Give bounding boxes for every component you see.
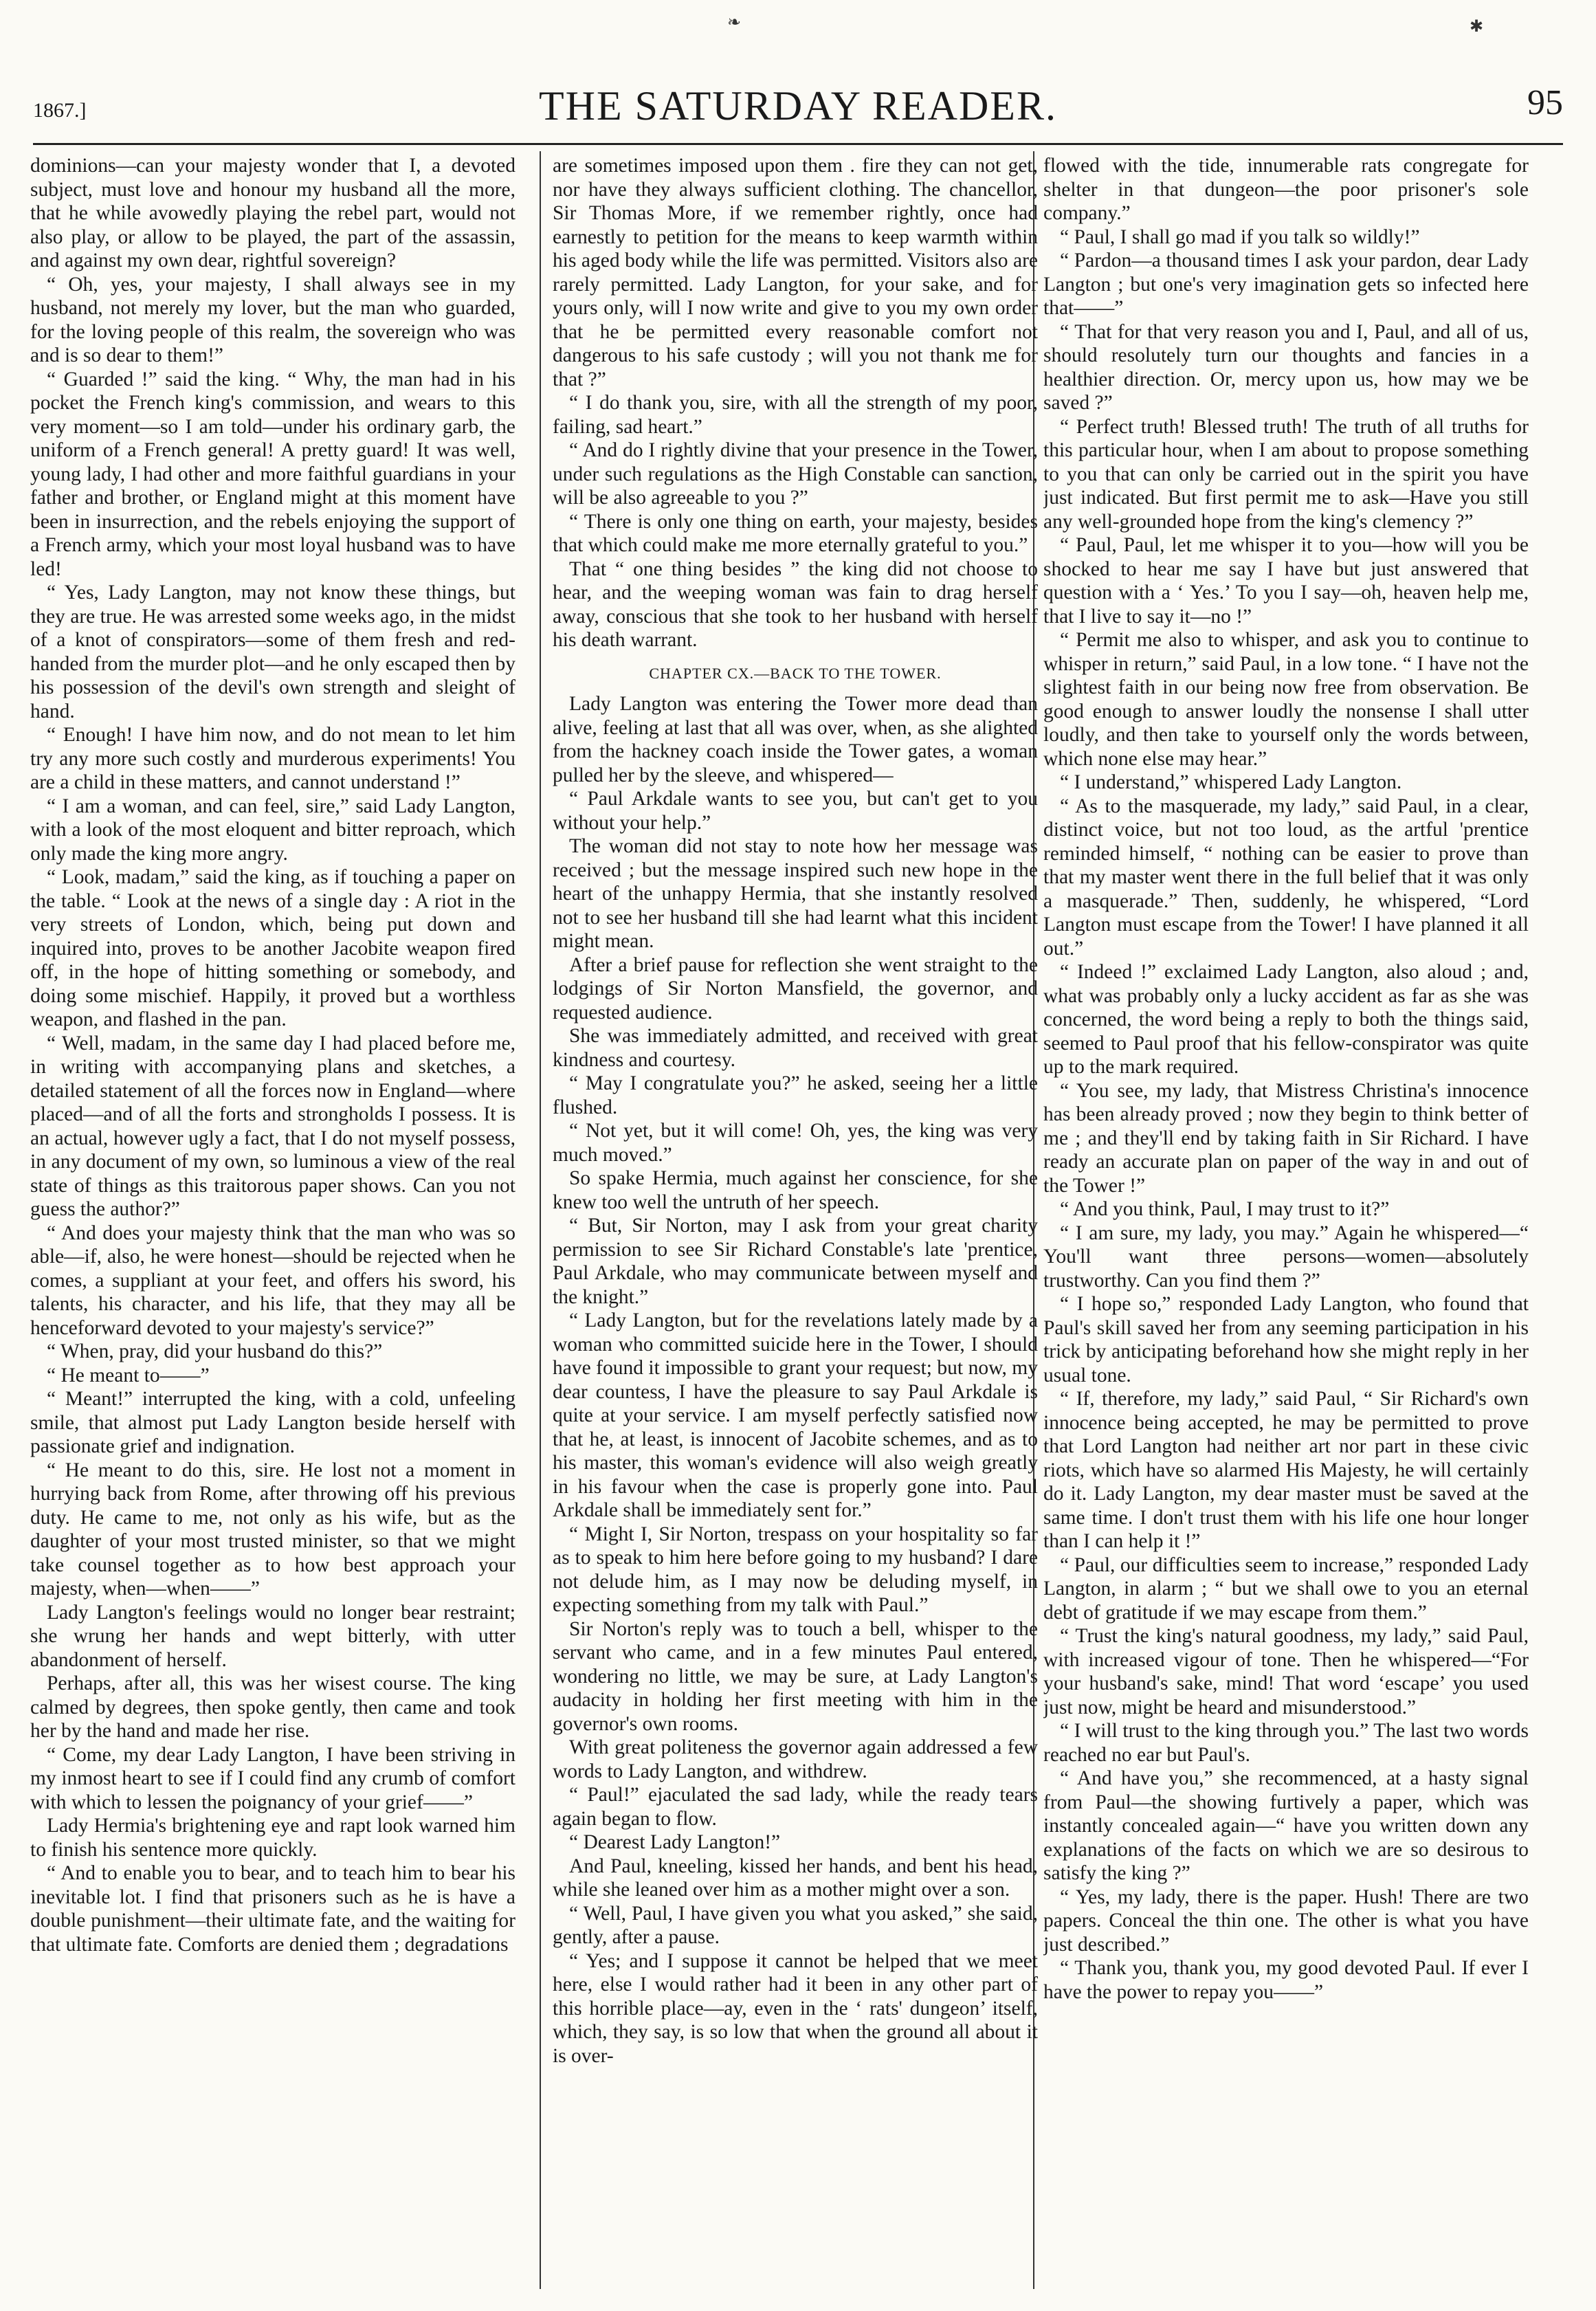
paragraph: are sometimes imposed upon them . fire they can not get, nor have they always sufficient clothing. The chancellor, Sir Thomas More, if we remember rightly, once had earnestly to petition for the means to keep warmth within his aged body while the life was permitted. Visitors also are rarely permitted. Lady Langton, for your sake, and for yours only, will I now write and give to you my own order that he be permitted every reasonable comfort not dangerous to his safe custody ; will you not thank me for that ?” <box>553 155 1038 390</box>
paragraph: The woman did not stay to note how her message was received ; but the message inspired such new hope in the heart of the unhappy Hermia, that she instantly resolved not to see her husband till she had learnt what this incident might mean. <box>553 835 1038 952</box>
text-column-2 <box>553 154 1038 2292</box>
paragraph: “ Come, my dear Lady Langton, I have been striving in my inmost heart to see if I could find any crumb of comfort with which to lessen the poignancy of your grief——” <box>30 1743 516 1813</box>
paragraph: “ Pardon—a thousand times I ask your pardon, dear Lady Langton ; but one's very imagination gets so infected here that——” <box>1043 250 1529 319</box>
chapter-heading: CHAPTER CX.—BACK TO THE TOWER. <box>649 664 942 682</box>
paragraph: “ And do I rightly divine that your presence in the Tower, under such regulations as the High Constable can sanction, will be also agreeable to you ?” <box>553 439 1038 509</box>
paragraph: “ Paul!” ejaculated the sad lady, while the ready tears again began to flow. <box>553 1784 1038 1830</box>
paragraph: “ Perfect truth! Blessed truth! The truth of all truths for this particular hour, when I am about to propose something to you that can only be carried out in the spirit you have just indicated. But first permit me to ask—Have you still any well-grounded hope from the king's clemency ?” <box>1043 415 1529 533</box>
paragraph: “ Paul Arkdale wants to see you, but can't get to you without your help.” <box>553 788 1038 834</box>
paragraph: “ Paul, our difficulties seem to increase,” responded Lady Langton, in alarm ; “ but we shall owe to you an eternal debt of gratitude if we may escape from them.” <box>1043 1553 1529 1624</box>
paragraph: “ Guarded !” said the king. “ Why, the man had in his pocket the French king's commission, and wears to this very moment—so I am told—under his ordinary garb, the uniform of a French general! A pretty guard! It was well, young lady, I had other and more faithful guardians in your father and brother, or England might at this moment have been in insurrection, and the rebels enjoying the support of a French army, which your most loyal husband was to have led! <box>30 368 516 580</box>
text-column-1 <box>30 154 516 2292</box>
paragraph: Lady Langton's feelings would no longer bear restraint; she wrung her hands and wept bitterly, with utter abandonment of herself. <box>30 1601 516 1671</box>
paragraph: “ And to enable you to bear, and to teach him to bear his inevitable lot. I find that prisoners such as he is have a double punishment—their ultimate fate, and the waiting for that ultimate fate. Comforts are denied them ; degradations <box>30 1862 516 1956</box>
page-header <box>33 82 1563 137</box>
paragraph: “ Oh, yes, your majesty, I shall always see in my husband, not merely my lover, but the man who guarded, for the loving people of this realm, the sovereign who was and is so dear to them!” <box>30 273 516 366</box>
paragraph: “ Yes; and I suppose it cannot be helped that we meet here, else I would rather had it been in any other part of this horrible place—ay, even in the ‘ rats' dungeon’ itself, which, they say, is so low that when the ground all about it is over- <box>553 1949 1038 2067</box>
paragraph: “ I am a woman, and can feel, sire,” said Lady Langton, with a look of the most eloquent and bitter reproach, which only made the king more angry. <box>30 795 516 865</box>
paragraph: dominions—can your majesty wonder that I, a devoted subject, must love and honour my husband all the more, that he while avowedly playing the rebel part, would not also play, or allow to be played, the part of the assassin, and against my own dear, rightful sovereign? <box>30 155 516 272</box>
paragraph: “ Dearest Lady Langton!” <box>569 1831 781 1853</box>
paragraph: So spake Hermia, much against her conscience, for she knew too well the untruth of her speech. <box>553 1167 1038 1213</box>
paragraph: “ And does your majesty think that the man who was so able—if, also, he were honest—should be rejected when he comes, a suppliant at your feet, and offers his sword, his talents, his character, and his life, that they may all be henceforward devoted to your majesty's service?” <box>30 1221 516 1339</box>
paragraph: “ Not yet, but it will come! Oh, yes, the king was very much moved.” <box>553 1120 1038 1166</box>
paragraph: “ If, therefore, my lady,” said Paul, “ Sir Richard's own innocence being accepted, he may be permitted to prove that Lord Langton had neither art nor part in these civic riots, which have so alarmed His Majesty, he will certainly do it. Lady Langton, my dear master must be saved at the same time. I don't trust them with his life one hour longer than I can help it !” <box>1043 1388 1529 1552</box>
paragraph: “ He meant to do this, sire. He lost not a moment in hurrying back from Rome, after throwing off his previous duty. He came to me, not only as his wife, but as the daughter of your most trusted minister, so that we might take counsel together as to how best approach your majesty, when—when——” <box>30 1459 516 1600</box>
paragraph: “ Yes, my lady, there is the paper. Hush! There are two papers. Conceal the thin one. The other is what you have just described.” <box>1043 1886 1529 1956</box>
paragraph: After a brief pause for reflection she went straight to the lodgings of Sir Norton Mansfield, the governor, and requested audience. <box>553 953 1038 1024</box>
paragraph: “ Thank you, thank you, my good devoted Paul. If ever I have the power to repay you——” <box>1043 1957 1529 2003</box>
paragraph: “ Trust the king's natural goodness, my lady,” said Paul, with increased vigour of tone. Then he whispered—“For your husband's sake, mind! That word ‘escape’ you used just now, might be heard and misunderstood.” <box>1043 1625 1529 1718</box>
paragraph: That “ one thing besides ” the king did not choose to hear, and the weeping woman was fain to drag herself away, conscious that she took to her husband with herself his death warrant. <box>553 557 1038 651</box>
paragraph: Perhaps, after all, this was her wisest course. The king calmed by degrees, then spoke gently, then came and took her by the hand and made her rise. <box>30 1672 516 1742</box>
paragraph: flowed with the tide, innumerable rats congregate for shelter in that dungeon—the poor prisoner's sole company.” <box>1043 155 1529 224</box>
paragraph: Lady Hermia's brightening eye and rapt look warned him to finish his sentence more quickly. <box>30 1815 516 1861</box>
paragraph: “ Might I, Sir Norton, trespass on your hospitality so far as to speak to him here before going to my husband? I dare not delude him, as I may now be deluding myself, in expecting something from my talk with Paul.” <box>553 1523 1038 1616</box>
paragraph: “ Paul, Paul, let me whisper it to you—how will you be shocked to hear me say I have but just answered that question with a ‘ Yes.’ To you I say—oh, heaven help me, that I live to say it—no !” <box>1043 534 1529 628</box>
paragraph: “ As to the masquerade, my lady,” said Paul, in a clear, distinct voice, but not too loud, as the artful 'prentice reminded himself, “ nothing can be easier to prove than that my master went there in the full belief that it was only a masquerade.” Then, suddenly, he whispered, “Lord Langton must escape from the Tower! I have planned it all out.” <box>1043 795 1529 960</box>
paragraph: “ I am sure, my lady, you may.” Again he whispered—“ You'll want three persons—women—absolutely trustworthy. Can you find them ?” <box>1043 1221 1529 1292</box>
paragraph: With great politeness the governor again addressed a few words to Lady Langton, and withdrew. <box>553 1736 1038 1782</box>
issue-date: 1867.] <box>33 99 87 122</box>
paragraph: “ Permit me also to whisper, and ask you to continue to whisper in return,” said Paul, in a low tone. “ I have not the slightest faith in our being now free from observation. Be good enough to answer loudly the nonsense I shall utter loudly, and then take to yourself only the words between, which none else may hear.” <box>1043 629 1529 770</box>
paragraph: “ There is only one thing on earth, your majesty, besides that which could make me more eternally grateful to you.” <box>553 510 1038 556</box>
paragraph: “ I understand,” whispered Lady Langton. <box>1060 771 1402 793</box>
paragraph: She was immediately admitted, and received with great kindness and courtesy. <box>553 1025 1038 1071</box>
paragraph: “ That for that very reason you and I, Paul, and all of us, should resolutely turn our thoughts and fancies in a healthier direction. Or, mercy upon us, how may we be saved ?” <box>1043 320 1529 414</box>
paragraph: “ He meant to——” <box>47 1364 210 1386</box>
print-mark: ✱ <box>1470 18 1484 36</box>
column-divider <box>540 151 541 2289</box>
paragraph: Lady Langton was entering the Tower more dead than alive, feeling at last that all was over, when, as she alighted from the hackney coach inside the Tower gates, a woman pulled her by the sleeve, and whispered— <box>553 693 1038 786</box>
paragraph: Sir Norton's reply was to touch a bell, whisper to the servant who came, and in a few minutes Paul entered, wondering no little, we may be sure, at Lady Langton's audacity in holding her first meeting with him in the governor's own rooms. <box>553 1617 1038 1735</box>
paragraph: And Paul, kneeling, kissed her hands, and bent his head, while she leaned over him as a mother might over a son. <box>553 1855 1038 1901</box>
paragraph: “ When, pray, did your husband do this?” <box>47 1340 383 1362</box>
paragraph: “ Yes, Lady Langton, may not know these things, but they are true. He was arrested some weeks ago, in the midst of a knot of conspirators—some of them fresh and red-handed from the murder plot—and he only escaped then by his possession of the devil's own strength and sleight of hand. <box>30 582 516 722</box>
paragraph: “ And you think, Paul, I may trust to it?” <box>1060 1198 1390 1220</box>
paragraph: “ But, Sir Norton, may I ask from your great charity permission to see Sir Richard Constable's late 'prentice, Paul Arkdale, who may communicate between myself and the knight.” <box>553 1215 1038 1308</box>
paragraph: “ I will trust to the king through you.” The last two words reached no ear but Paul's. <box>1043 1720 1529 1766</box>
paragraph: “ Enough! I have him now, and do not mean to let him try any more such costly and murderous experiments! You are a child in these matters, and cannot understand !” <box>30 724 516 793</box>
publication-title: THE SATURDAY READER. <box>539 83 1057 129</box>
paragraph: “ Well, Paul, I have given you what you asked,” she said, gently, after a pause. <box>553 1902 1038 1948</box>
text-column-3 <box>1043 154 1529 2292</box>
page-number: 95 <box>1527 83 1563 122</box>
print-mark: ❧ <box>727 14 742 32</box>
paragraph: “ Look, madam,” said the king, as if touching a paper on the table. “ Look at the news of a single day : A riot in the very streets of London, which, being put down and inquired into, proves to be another Jacobite weapon fired off, in the hope of hitting something or somebody, and doing some mischief. Happily, it proved but a worthless weapon, and flashed in the pan. <box>30 866 516 1030</box>
paragraph: “ Lady Langton, but for the revelations lately made by a woman who committed suicide here in the Tower, I should have found it impossible to grant your request; but now, my dear countess, I have the pleasure to say Paul Arkdale is quite at your service. I am myself perfectly satisfied now that he, at least, is innocent of Jacobite schemes, and as to his master, this woman's evidence will also weigh greatly in his favour when the case is properly gone into. Paul Arkdale shall be immediately sent for.” <box>553 1309 1038 1521</box>
paragraph: “ Indeed !” exclaimed Lady Langton, also aloud ; and, what was probably only a lucky accident as far as she was concerned, the word being a reply to both the things said, seemed to Paul proof that his fellow-conspirator was quite up to the mark required. <box>1043 961 1529 1078</box>
paragraph: “ I hope so,” responded Lady Langton, who found that Paul's skill saved her from any seeming participation in his trick by anticipating beforehand how she might reply in her usual tone. <box>1043 1293 1529 1386</box>
paragraph: “ Meant!” interrupted the king, with a cold, unfeeling smile, that almost put Lady Langton beside herself with passionate grief and indignation. <box>30 1388 516 1457</box>
paragraph: “ You see, my lady, that Mistress Christina's innocence has been already proved ; now they begin to think better of me ; and they'll end by taking faith in Sir Richard. I have ready an accurate plan on paper of the way in and out of the Tower !” <box>1043 1079 1529 1197</box>
paragraph: “ And have you,” she recommenced, at a hasty signal from Paul—the showing furtively a paper, which was instantly concealed again—“ have you written down any explanations of the facts on which we are so desirous to satisfy the king ?” <box>1043 1767 1529 1884</box>
paragraph: “ Paul, I shall go mad if you talk so wildly!” <box>1060 225 1420 248</box>
header-rule <box>33 143 1563 145</box>
paragraph: “ May I congratulate you?” he asked, seeing her a little flushed. <box>553 1072 1038 1118</box>
paragraph: “ I do thank you, sire, with all the strength of my poor, failing, sad heart.” <box>553 392 1038 438</box>
paragraph: “ Well, madam, in the same day I had placed before me, in writing with accompanying plans and sketches, a detailed statement of all the forces now in England—where placed—and of all the forts and strongholds I possess. It is an actual, however ugly a fact, that I do not myself possess, in any document of my own, so luminous a view of the real state of things as this traitorous paper shows. Can you not guess the author?” <box>30 1032 516 1220</box>
